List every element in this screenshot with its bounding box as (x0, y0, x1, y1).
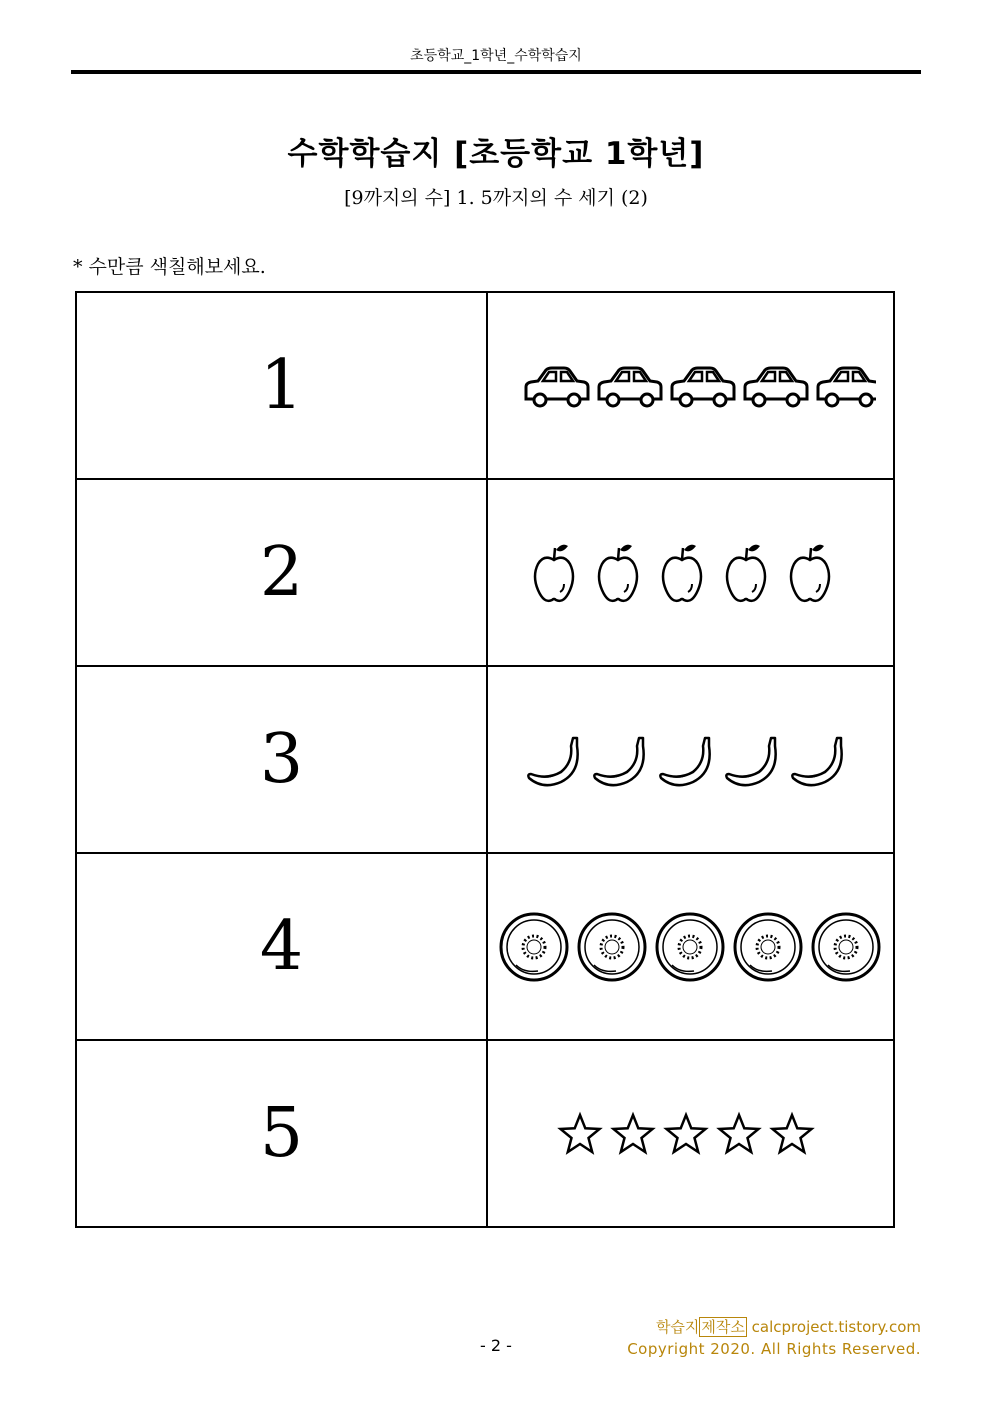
number-cell: 3 (76, 666, 487, 853)
car-icon[interactable] (526, 368, 588, 406)
car-icon-group[interactable] (506, 356, 876, 416)
picture-cell (487, 292, 894, 479)
header-divider (71, 70, 921, 74)
banana-icon[interactable] (528, 738, 577, 785)
kiwi-icon[interactable] (579, 914, 645, 980)
apple-icon[interactable] (791, 544, 829, 600)
star-icon[interactable] (560, 1115, 599, 1152)
kiwi-icon[interactable] (813, 914, 879, 980)
star-icon-group[interactable] (556, 1109, 826, 1159)
star-icon[interactable] (666, 1115, 705, 1152)
picture-cell (487, 1040, 894, 1227)
star-icon[interactable] (772, 1115, 811, 1152)
page-title: 수학학습지 [초등학교 1학년] (287, 136, 705, 172)
number-cell: 1 (76, 292, 487, 479)
brand-url[interactable]: calcproject.tistory.com (746, 1318, 921, 1336)
apple-icon-group[interactable] (526, 538, 856, 608)
picture-cell (487, 853, 894, 1040)
kiwi-icon[interactable] (501, 914, 567, 980)
car-icon[interactable] (599, 368, 661, 406)
number-cell: 4 (76, 853, 487, 1040)
kiwi-icon[interactable] (735, 914, 801, 980)
banana-icon[interactable] (792, 738, 841, 785)
picture-cell (487, 666, 894, 853)
banana-icon-group[interactable] (521, 730, 861, 790)
kiwi-icon[interactable] (657, 914, 723, 980)
page-subtitle: [9까지의 수] 1. 5까지의 수 세기 (2) (344, 187, 648, 209)
banana-icon[interactable] (660, 738, 709, 785)
table-row (76, 479, 894, 666)
car-icon[interactable] (672, 368, 734, 406)
brand-prefix: 학습지 (655, 1318, 700, 1336)
counting-table (75, 291, 895, 1228)
table-row (76, 1040, 894, 1227)
number-cell: 5 (76, 1040, 487, 1227)
number-cell: 2 (76, 479, 487, 666)
banana-icon[interactable] (594, 738, 643, 785)
instruction-text: * 수만큼 색칠해보세요. (73, 256, 266, 278)
car-icon[interactable] (818, 368, 876, 406)
banana-icon[interactable] (726, 738, 775, 785)
table-row (76, 292, 894, 479)
footer-copyright: Copyright 2020. All Rights Reserved. (627, 1340, 921, 1358)
page-number: - 2 - (480, 1336, 512, 1355)
picture-cell (487, 479, 894, 666)
car-icon[interactable] (745, 368, 807, 406)
apple-icon[interactable] (727, 544, 765, 600)
page-header: 초등학교_1학년_수학학습지 (410, 48, 582, 64)
table-row (76, 666, 894, 853)
footer-brand (656, 1316, 921, 1337)
star-icon[interactable] (613, 1115, 652, 1152)
apple-icon[interactable] (663, 544, 701, 600)
star-icon[interactable] (719, 1115, 758, 1152)
apple-icon[interactable] (599, 544, 637, 600)
kiwi-icon-group[interactable] (496, 907, 886, 987)
apple-icon[interactable] (535, 544, 573, 600)
table-row (76, 853, 894, 1040)
brand-boxed: 제작소 (701, 1318, 745, 1336)
